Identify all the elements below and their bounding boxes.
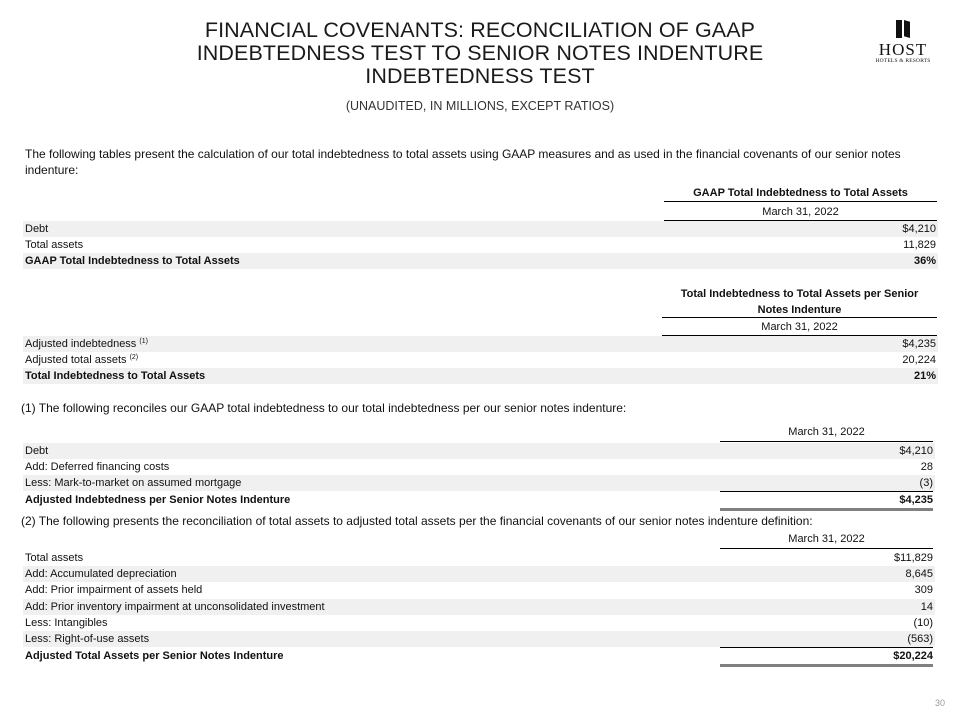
- row-value: (563): [907, 633, 933, 645]
- row-label: Less: Intangibles: [25, 617, 108, 629]
- table2-date: March 31, 2022: [761, 321, 838, 333]
- table1-date: March 31, 2022: [762, 206, 839, 218]
- row-value: 11,829: [903, 239, 936, 251]
- page-number: 30: [934, 698, 945, 708]
- row-label: Total Indebtedness to Total Assets: [25, 370, 206, 382]
- note2-text: (2) The following presents the reconciliation of total assets to adjusted total assets per the financial covenants of our senior notes indenture definition:: [21, 514, 813, 528]
- page-title: [130, 19, 830, 88]
- row-value: 28: [920, 461, 933, 473]
- row-label: Add: Accumulated depreciation: [25, 568, 177, 580]
- title-line-3: INDEBTEDNESS TEST: [365, 64, 595, 88]
- row-value: (10): [913, 617, 933, 629]
- row-value: $4,235: [899, 494, 933, 506]
- row-label: GAAP Total Indebtedness to Total Assets: [25, 255, 240, 267]
- intro-paragraph: The following tables present the calculation of our total indebtedness to total assets using GAAP measures and as used in the financial covenants of our senior notes indenture:: [25, 147, 901, 177]
- row-value: $4,210: [902, 223, 936, 235]
- row-value: 309: [914, 584, 933, 596]
- host-logo-icon: [868, 20, 938, 38]
- row-value: 8,645: [905, 568, 933, 580]
- row-value: $4,210: [899, 445, 933, 457]
- row-value: $4,235: [902, 338, 936, 350]
- table-row: [23, 631, 935, 647]
- row-label: Total assets: [25, 552, 84, 564]
- logo-wordmark: HOST: [878, 40, 928, 59]
- title-line-2: INDEBTEDNESS TEST TO SENIOR NOTES INDENTURE: [196, 41, 764, 65]
- table-row-total: [23, 648, 935, 664]
- row-label: Less: Right-of-use assets: [25, 633, 150, 645]
- footnote-ref: (2): [129, 354, 139, 361]
- row-value: 20,224: [902, 354, 936, 366]
- note1-text: (1) The following reconciles our GAAP total indebtedness to our total indebtedness per our senior notes indenture:: [21, 401, 627, 415]
- row-label: Add: Prior impairment of assets held: [25, 584, 203, 596]
- row-label-text: Adjusted indebtedness: [25, 338, 137, 350]
- note1-total-double-rule: [720, 508, 933, 511]
- table-row: [23, 459, 935, 475]
- table-row: [23, 475, 935, 491]
- table-row-total: [23, 492, 935, 508]
- row-label: Adjusted Total Assets per Senior Notes Indenture: [25, 650, 284, 662]
- table1-header: GAAP Total Indebtedness to Total Assets: [693, 187, 908, 199]
- title-line-1: FINANCIAL COVENANTS: RECONCILIATION OF GAAP: [204, 18, 756, 42]
- page-subtitle: (UNAUDITED, IN MILLIONS, EXCEPT RATIOS): [345, 99, 615, 113]
- row-label: [25, 352, 138, 368]
- table-row: [23, 221, 938, 237]
- table2-header-line-2: Notes Indenture: [757, 304, 842, 316]
- row-label: Add: Deferred financing costs: [25, 461, 170, 473]
- table-row: [23, 615, 935, 631]
- table-row: [23, 352, 938, 368]
- row-label: Adjusted Indebtedness per Senior Notes Indenture: [25, 494, 291, 506]
- table-row: [23, 336, 938, 352]
- note2-date-rule: [720, 548, 933, 549]
- row-label-text: Adjusted total assets: [25, 354, 127, 366]
- host-logo: [868, 20, 938, 64]
- table-row: [23, 566, 935, 582]
- table2-header-rule: [662, 317, 937, 318]
- note1-date-rule: [720, 441, 933, 442]
- note2-total-double-rule: [720, 664, 933, 667]
- row-value: $11,829: [894, 552, 933, 564]
- row-label: Debt: [25, 445, 49, 457]
- row-value: 21%: [913, 370, 936, 382]
- footnote-ref: (1): [139, 338, 148, 345]
- row-value: (3): [919, 477, 933, 489]
- logo-tagline: HOTELS & RESORTS: [875, 58, 931, 64]
- table2-header: [662, 286, 937, 318]
- row-value: 14: [920, 601, 933, 613]
- table-row: [23, 550, 935, 566]
- table-row: [23, 237, 938, 253]
- table1-header-rule: [664, 201, 937, 202]
- table-row-total: [23, 368, 938, 384]
- note2-date: March 31, 2022: [788, 533, 865, 545]
- row-label: Less: Mark-to-market on assumed mortgage: [25, 477, 242, 489]
- table-row: [23, 599, 935, 615]
- row-label: [25, 336, 148, 352]
- table-row: [23, 443, 935, 459]
- row-value: 36%: [913, 255, 936, 267]
- row-label: Add: Prior inventory impairment at unconsolidated investment: [25, 601, 325, 613]
- table2-header-line-1: Total Indebtedness to Total Assets per Senior: [680, 288, 919, 300]
- row-value: $20,224: [893, 650, 933, 662]
- table-row-total: [23, 253, 938, 269]
- note1-date: March 31, 2022: [788, 426, 865, 438]
- row-label: Total assets: [25, 239, 84, 251]
- row-label: Debt: [25, 223, 49, 235]
- table-row: [23, 582, 935, 598]
